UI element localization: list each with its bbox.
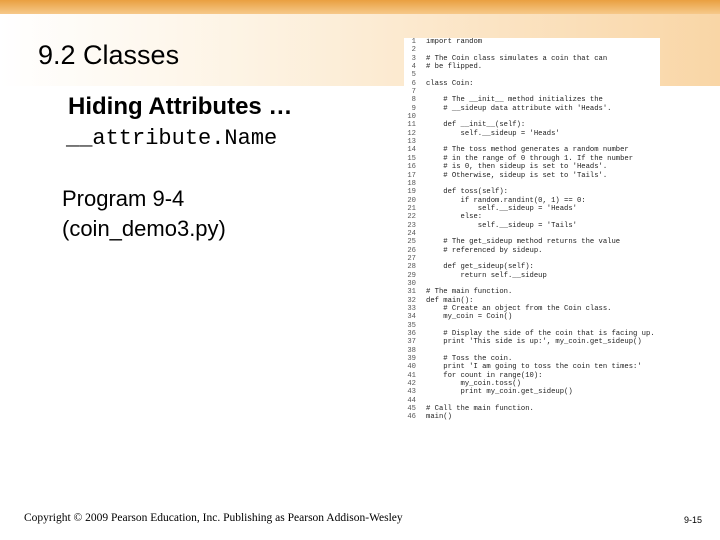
attribute-name-syntax: __attribute.Name: [66, 126, 278, 151]
code-text: for count in range(10):: [426, 371, 543, 380]
code-line: [404, 113, 660, 121]
code-text: # The get_sideup method returns the value: [426, 238, 621, 247]
code-text: import random: [426, 38, 483, 46]
code-line: [404, 405, 660, 413]
code-line: [404, 188, 660, 196]
line-number: 39: [407, 355, 416, 364]
line-number: 20: [407, 196, 416, 205]
code-line: [404, 372, 660, 380]
code-line: [404, 330, 660, 338]
line-number: 15: [407, 154, 416, 163]
line-number: 16: [407, 163, 416, 172]
code-text: print 'I am going to toss the coin ten times:': [426, 363, 642, 372]
line-number: 46: [407, 413, 416, 422]
line-number: 28: [407, 263, 416, 272]
code-text: main(): [426, 413, 452, 422]
line-number: 9: [411, 104, 416, 113]
code-line: [404, 197, 660, 205]
line-number: 31: [407, 288, 416, 297]
code-text: print 'This side is up:', my_coin.get_sideup(): [426, 338, 642, 347]
code-line: [404, 172, 660, 180]
code-line: [404, 347, 660, 355]
line-number: 44: [407, 396, 416, 405]
code-text: my_coin.toss(): [426, 380, 521, 389]
code-line: [404, 71, 660, 79]
code-line: [404, 105, 660, 113]
code-line: [404, 322, 660, 330]
code-text: # __sideup data attribute with 'Heads'.: [426, 104, 612, 113]
code-line: [404, 355, 660, 363]
line-number: 33: [407, 305, 416, 313]
code-text: else:: [426, 213, 483, 222]
code-line: [404, 38, 660, 46]
line-number: 36: [407, 330, 416, 339]
code-text: class Coin:: [426, 79, 474, 88]
code-line: [404, 63, 660, 71]
line-number: 43: [407, 388, 416, 397]
line-number: 18: [407, 179, 416, 188]
code-line: [404, 247, 660, 255]
code-text: # is 0, then sideup is set to 'Heads'.: [426, 163, 608, 172]
page-number: 9-15: [684, 515, 703, 525]
line-number: 17: [407, 171, 416, 180]
code-line: [404, 397, 660, 405]
line-number: 42: [407, 380, 416, 389]
code-line: [404, 121, 660, 129]
code-line: [404, 280, 660, 288]
code-line: [404, 80, 660, 88]
code-line: [404, 180, 660, 188]
code-line: [404, 205, 660, 213]
code-text: # referenced by sideup.: [426, 246, 543, 255]
line-number: 27: [407, 254, 416, 263]
code-text: # Toss the coin.: [426, 355, 513, 364]
code-text: self.__sideup = 'Heads': [426, 204, 577, 213]
code-line: [404, 163, 660, 171]
line-number: 37: [407, 338, 416, 347]
line-number: 34: [407, 313, 416, 322]
code-line: [404, 363, 660, 371]
code-text: self.__sideup = 'Tails': [426, 221, 577, 230]
line-number: 45: [407, 405, 416, 414]
line-number: 13: [407, 138, 416, 147]
code-line: [404, 238, 660, 246]
line-number: 7: [411, 88, 416, 97]
line-number: 22: [407, 213, 416, 222]
code-line: [404, 222, 660, 230]
line-number: 19: [407, 188, 416, 197]
code-line: [404, 146, 660, 154]
code-text: return self.__sideup: [426, 271, 547, 280]
line-number: 29: [407, 271, 416, 280]
code-text: def toss(self):: [426, 188, 508, 197]
code-text: print my_coin.get_sideup(): [426, 388, 573, 397]
program-number: Program 9-4: [62, 186, 185, 211]
code-text: # The main function.: [426, 288, 513, 297]
code-line: [404, 155, 660, 163]
code-text: if random.randint(0, 1) == 0:: [426, 196, 586, 205]
code-text: # in the range of 0 through 1. If the number: [426, 154, 634, 163]
slide-subtitle: Hiding Attributes …: [68, 93, 293, 120]
line-number: 24: [407, 229, 416, 238]
line-number: 10: [407, 113, 416, 122]
line-number: 32: [407, 296, 416, 305]
code-line: [404, 230, 660, 238]
program-caption: [62, 184, 226, 244]
code-text: self.__sideup = 'Heads': [426, 129, 560, 138]
line-number: 35: [407, 321, 416, 330]
code-line: [404, 130, 660, 138]
line-number: 2: [411, 46, 416, 55]
code-text: def main():: [426, 296, 474, 305]
code-line: [404, 305, 660, 313]
code-text: # Otherwise, sideup is set to 'Tails'.: [426, 171, 608, 180]
code-text: my_coin = Coin(): [426, 313, 513, 322]
code-line: [404, 297, 660, 305]
code-line: [404, 313, 660, 321]
code-listing: [404, 38, 660, 504]
program-filename: (coin_demo3.py): [62, 216, 226, 241]
line-number: 23: [407, 221, 416, 230]
code-text: def get_sideup(self):: [426, 263, 534, 272]
top-accent-bar: [0, 0, 720, 14]
code-line: [404, 288, 660, 296]
code-line: [404, 213, 660, 221]
code-line: [404, 138, 660, 146]
code-text: # Call the main function.: [426, 405, 534, 414]
code-line: [404, 96, 660, 104]
line-number: 21: [407, 204, 416, 213]
line-number: 26: [407, 246, 416, 255]
line-number: 5: [411, 71, 416, 80]
line-number: 41: [407, 371, 416, 380]
line-number: 14: [407, 146, 416, 155]
line-number: 1: [411, 38, 416, 46]
line-number: 40: [407, 363, 416, 372]
code-line: [404, 272, 660, 280]
line-number: 25: [407, 238, 416, 247]
code-line: [404, 413, 660, 421]
code-line: [404, 46, 660, 54]
line-number: 38: [407, 346, 416, 355]
slide-title: 9.2 Classes: [38, 40, 180, 70]
code-text: def __init__(self):: [426, 121, 526, 130]
line-number: 6: [411, 79, 416, 88]
line-number: 8: [411, 96, 416, 105]
line-number: 3: [411, 54, 416, 63]
code-line: [404, 338, 660, 346]
line-number: 4: [411, 63, 416, 72]
line-number: 30: [407, 279, 416, 288]
copyright-footer: Copyright © 2009 Pearson Education, Inc. Publishing as Pearson Addison-Wesley: [24, 512, 403, 524]
code-text: # be flipped.: [426, 63, 483, 72]
code-line: [404, 388, 660, 396]
code-line: [404, 263, 660, 271]
line-number: 12: [407, 129, 416, 138]
code-text: # The Coin class simulates a coin that can: [426, 54, 608, 63]
line-number: 11: [407, 121, 416, 130]
code-text: # Create an object from the Coin class.: [426, 305, 612, 313]
code-text: # The toss method generates a random number: [426, 146, 629, 155]
code-line: [404, 380, 660, 388]
code-line: [404, 55, 660, 63]
code-text: # Display the side of the coin that is facing up.: [426, 330, 655, 339]
code-line: [404, 88, 660, 96]
code-text: # The __init__ method initializes the: [426, 96, 603, 105]
code-line: [404, 255, 660, 263]
